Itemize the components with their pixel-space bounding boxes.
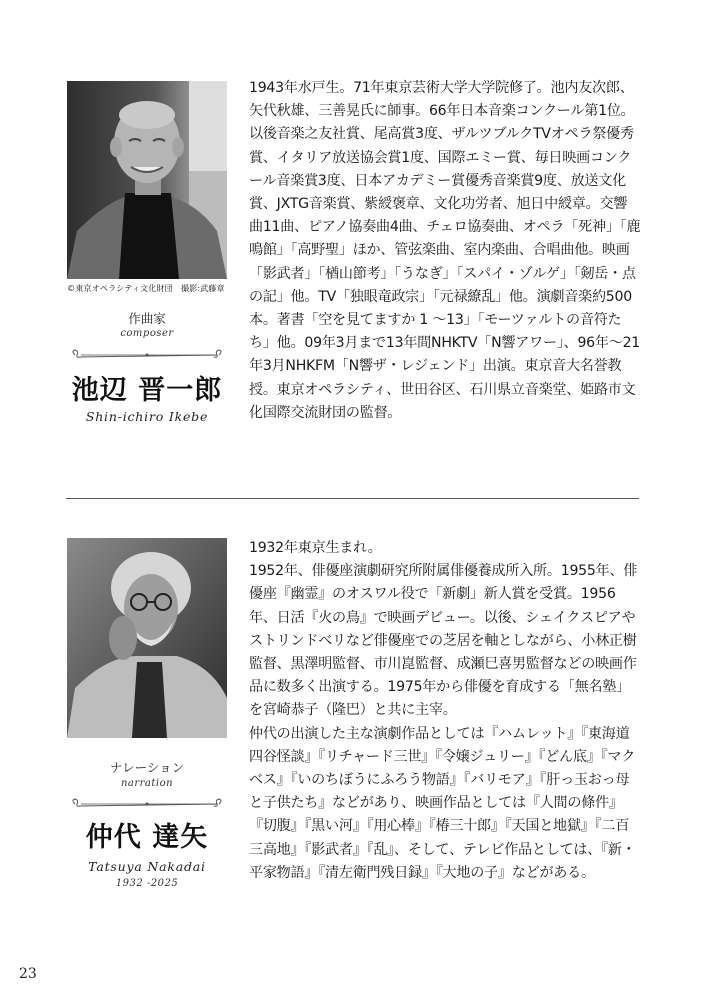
biography <box>249 537 641 885</box>
person-name-romaji: Shin-ichiro Ikebe <box>85 409 209 424</box>
page-number: 23 <box>19 966 37 982</box>
photo-narrator <box>67 538 227 738</box>
lifespan: 1932 -2025 <box>115 878 179 889</box>
photo-composer <box>67 81 227 279</box>
bio-paragraph: 1932年東京生まれ。 <box>249 540 382 556</box>
photo-credit: ©東京オペラシティ文化財団 撮影:武藤章 <box>67 283 225 293</box>
section-divider <box>66 498 639 499</box>
role-title: ナレーション <box>109 760 185 775</box>
person-name: 仲代 達矢 <box>85 822 209 853</box>
person-name-romaji: Tatsuya Nakadai <box>88 859 206 874</box>
ornament-divider <box>67 349 227 361</box>
bio-paragraph: 仲代の出演した主な演劇作品としては『ハムレット』『東海道四谷怪談』『リチャード三世』『令嬢ジュリー』『どん底』『マクベス』『いのちぼうにふろう物語』『バリモア』『肝っ玉おっ母と子供たち』などがあり、映画作品としては『人間の條件』『切腹』『黒い河』『用心棒』『椿三十郎』『天国と地獄』『二百三高地』『影武者』『乱』、そして、テレビ作品としては、『新・平家物語』『清左衛門残日録』『大地の子』などがある。 <box>249 725 636 881</box>
bio-paragraph: 1943年水戸生。71年東京芸術大学大学院修了。池内友次郎、矢代秋雄、三善晃氏に師事。66年日本音楽コンクール第1位。以後音楽之友社賞、尾高賞3度、ザルツブルクTVオペラ祭優秀賞、イタリア放送協会賞1度、国際エミー賞、毎日映画コンクール音楽賞3度、日本アカデミー賞優秀音楽賞9度、放送文化賞、JXTG音楽賞、紫綬褒章、文化功労者、旭日中綬章。交響曲11曲、ピアノ協奏曲4曲、チェロ協奏曲、オペラ「死神」「鹿鳴館」「高野聖」ほか、管弦楽曲、室内楽曲、合唱曲他。映画「影武者」「楢山節考」「うなぎ」「スパイ・ゾルゲ」「剱岳・点の記」他。TV「独眼竜政宗」「元禄繚乱」他。演劇音楽約500本。著書「空を見てますか 1 〜13」「モーツァルトの音符たち」他。09年3月まで13年間NHKTV「N響アワー」、96年〜21年3月NHKFM「N響ザ・レジェンド」出演。東京音大名誉教授。東京オペラシティ、世田谷区、石川県立音楽堂、姫路市文化国際交流財団の監督。 <box>249 80 641 421</box>
biography <box>249 77 641 425</box>
person-name: 池辺 晋一郎 <box>71 375 223 406</box>
ornament-divider <box>67 798 227 810</box>
role-title: 作曲家 <box>128 311 166 326</box>
role-subtitle: composer <box>120 328 174 339</box>
role-subtitle: narration <box>120 778 174 789</box>
bio-paragraph: 1952年、俳優座演劇研究所附属俳優養成所入所。1955年、俳優座『幽霊』のオスワル役で「新劇」新人賞を受賞。1956年、日活『火の鳥』で映画デビュー。以後、シェイクスピアやストリンドベリなど俳優座での芝居を軸としながら、小林正樹監督、黒澤明監督、市川崑監督、成瀬巳喜男監督などの映画作品に数多く出演する。1975年から俳優を育成する「無名塾」を宮崎恭子（隆巴）と共に主宰。 <box>249 563 638 719</box>
